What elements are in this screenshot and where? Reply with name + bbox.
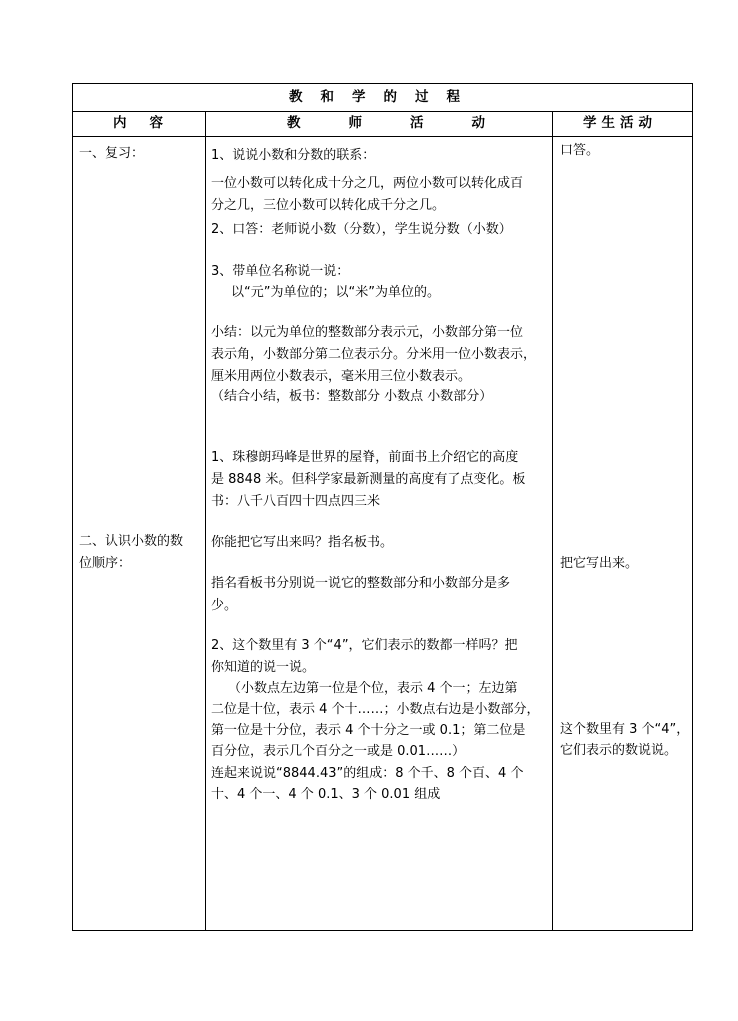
teacher-p3: 2、口答：老师说小数（分数），学生说分数（小数） [211, 222, 512, 237]
teacher-p6-l2: 是 8848 米。但科学家最新测量的高度有了点变化。板 [211, 472, 526, 487]
student-s2: 把它写出来。 [560, 556, 639, 571]
header-row-divider [73, 136, 692, 137]
teacher-p2-l2: 分之几，三位小数可以转化成千分之几。 [211, 198, 446, 213]
header-content: 内容 [113, 115, 186, 131]
teacher-p9-l2: 你知道的说一说。 [211, 660, 316, 675]
teacher-p7: 你能把它写出来吗？指名板书。 [211, 535, 394, 550]
student-s1: 口答。 [560, 143, 600, 158]
teacher-p5-l3: 厘米用两位小数表示，毫米用三位小数表示。 [211, 369, 472, 384]
teacher-p10-l2: 二位是十位，表示 4 个十……；小数点右边是小数部分， [211, 702, 540, 717]
section-place-order-l1: 二、认识小数的数 [79, 534, 184, 549]
teacher-p8-l2: 少。 [211, 598, 238, 613]
teacher-p4-l1: 3、带单位名称说一说： [211, 264, 350, 279]
teacher-p11-l1: 连起来说说“8844.43”的组成：8 个千、8 个百、4 个 [211, 766, 524, 781]
teacher-p5-l2: 表示角，小数部分第二位表示分。分米用一位小数表示， [211, 347, 537, 362]
teacher-p10-l1: （小数点左边第一位是个位，表示 4 个一；左边第 [228, 681, 518, 696]
teacher-p8-l1: 指名看板书分别说一说它的整数部分和小数部分是多 [211, 576, 511, 591]
col-divider-1 [205, 111, 206, 930]
col-divider-2 [552, 111, 553, 930]
teacher-p2-l1: 一位小数可以转化成十分之几，两位小数可以转化成百 [211, 176, 524, 191]
teacher-p4-l2: 以“元”为单位的；以“米”为单位的。 [231, 285, 440, 300]
teacher-p6-l3: 书：八千八百四十四点四三米 [211, 494, 381, 509]
section-review: 一、复习： [79, 146, 145, 161]
student-s3-l1: 这个数里有 3 个“4”， [560, 722, 690, 737]
header-teacher: 教师活动 [287, 115, 533, 131]
table-title [289, 86, 477, 108]
teacher-p9-l1: 2、这个数里有 3 个“4”，它们表示的数都一样吗？把 [211, 638, 518, 653]
table-title-text: 教和学的过程 [289, 89, 478, 105]
teacher-p10-l3: 第一位是十分位，表示 4 个十分之一或 0.1；第二位是 [211, 723, 526, 738]
teacher-p11-l2: 十、4 个一、4 个 0.1、3 个 0.01 组成 [211, 787, 441, 802]
teacher-p5-l4: （结合小结，板书：整数部分 小数点 小数部分） [211, 389, 493, 404]
teacher-p5-l1: 小结：以元为单位的整数部分表示元，小数部分第一位 [211, 325, 524, 340]
teacher-p1: 1、说说小数和分数的联系： [211, 148, 376, 163]
teacher-p10-l4: 百分位，表示几个百分之一或是 0.01……） [211, 744, 466, 759]
header-student: 学生活动 [583, 115, 657, 131]
section-place-order-l2: 位顺序： [79, 556, 132, 571]
student-s3-l2: 它们表示的数说说。 [560, 743, 678, 758]
teacher-p6-l1: 1、珠穆朗玛峰是世界的屋脊，前面书上介绍它的高度 [211, 450, 519, 465]
